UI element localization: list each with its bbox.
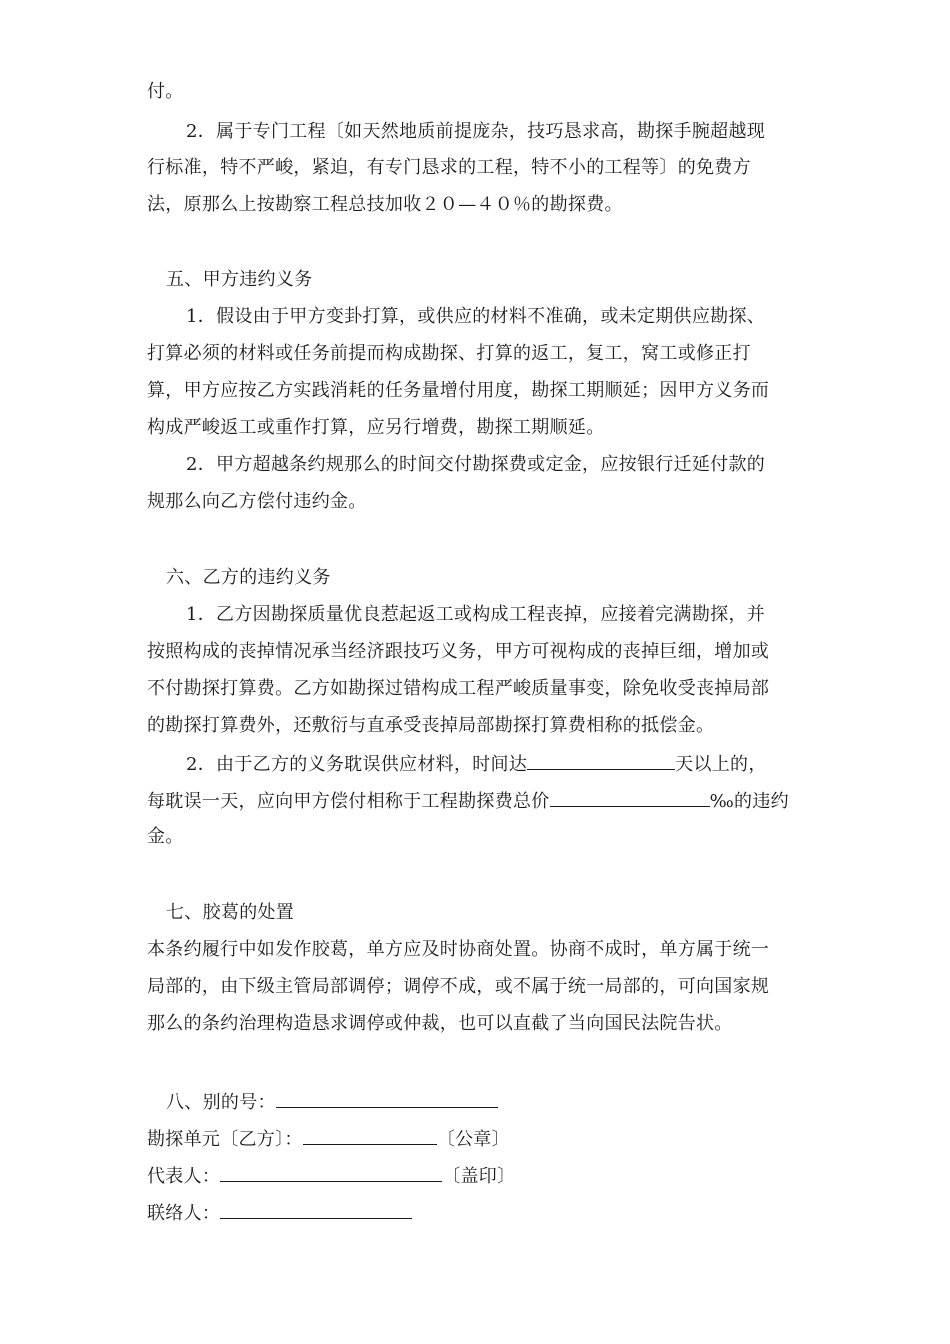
representative-line: [147, 1163, 515, 1189]
clause-6-2-line1: [186, 751, 767, 777]
clause-5-1-line3: 算，甲方应按乙方实践消耗的任务量增付用度，勘探工期顺延；因甲方义务而: [147, 380, 770, 401]
clause-5-1-line1: 1．假设由于甲方变卦打算，或供应的材料不准确，或未定期供应勘探、: [186, 306, 766, 327]
clause-4-2-line2: 行标准，特不严峻，紧迫，有专门恳求的工程，特不小的工程等〕的免费方: [147, 157, 751, 178]
survey-unit-line: [147, 1126, 510, 1152]
clause-5-1-line4: 构成严峻返工或重作打算，应另行增费，勘探工期顺延。: [147, 417, 605, 438]
paragraph-line: 付。: [147, 81, 184, 102]
survey-unit-blank-field[interactable]: [303, 1126, 437, 1145]
clause-5-1-line2: 打算必须的材料或任务前提而构成勘探、打算的返工，复工，窝工或修正打: [147, 343, 751, 364]
clause-6-2-line2: [147, 788, 789, 814]
clause-4-2-line1: 2．属于专门工程〔如天然地质前提庞杂，技巧恳求高，勘探手腕超越现: [186, 121, 766, 142]
section-5-heading: 五、甲方违约义务: [166, 269, 313, 290]
section-7-heading: 七、胶葛的处置: [166, 902, 295, 923]
clause-6-1-line1: 1．乙方因勘探质量优良惹起返工或构成工程丧掉，应接着完满勘探，并: [186, 604, 766, 625]
contact-blank-field[interactable]: [220, 1200, 412, 1219]
clause-6-2-text: 天以上的，: [675, 754, 767, 775]
section-8-line: [166, 1089, 498, 1115]
contact-label: 联络人：: [147, 1203, 221, 1224]
clause-5-2-line1: 2．甲方超越条约规那么的时间交付勘探费或定金，应按银行迁延付款的: [186, 454, 766, 475]
clause-6-2-line3: 金。: [147, 826, 184, 847]
clause-6-1-line3: 不付勘探打算费。乙方如勘探过错构成工程严峻质量事变，除免收受丧掉局部: [147, 678, 770, 699]
representative-label: 代表人：: [147, 1166, 221, 1187]
clause-6-1-line2: 按照构成的丧掉情况承当经济跟技巧义务，甲方可视构成的丧掉巨细，增加或: [147, 641, 770, 662]
clause-4-2-line3: 法，原那么上按勘察工程总技加收２０—４０％的勘探费。: [147, 194, 623, 215]
section-6-heading: 六、乙方的违约义务: [166, 567, 331, 588]
section-7-line1: 本条约履行中如发作胶葛，单方应及时协商处置。协商不成时，单方属于统一: [147, 939, 770, 960]
clause-6-2-text: 每耽误一天，应向甲方偿付相称于工程勘探费总价: [147, 791, 550, 812]
days-blank-field[interactable]: [527, 751, 675, 770]
stamp-note: 〔盖印〕: [442, 1166, 516, 1187]
section-7-line3: 那么的条约治理构造恳求调停或仲裁，也可以直截了当向国民法院告状。: [147, 1013, 733, 1034]
survey-unit-label: 勘探单元〔乙方〕：: [147, 1129, 303, 1150]
other-items-blank-field[interactable]: [276, 1089, 498, 1108]
clause-6-2-text: ‰的违约: [709, 791, 789, 812]
clause-5-2-line2: 规那么向乙方偿付违约金。: [147, 491, 367, 512]
rate-blank-field[interactable]: [550, 788, 710, 807]
clause-6-2-text: 2．由于乙方的义务耽误供应材料，时间达: [186, 754, 528, 775]
section-8-heading: 八、别的号：: [166, 1092, 276, 1113]
clause-6-1-line4: 的勘探打算费外，还敷衍与直承受丧掉局部勘探打算费相称的抵偿金。: [147, 715, 715, 736]
official-seal-note: 〔公章〕: [436, 1129, 510, 1150]
representative-blank-field[interactable]: [220, 1163, 442, 1182]
contact-line: [147, 1200, 412, 1226]
section-7-line2: 局部的，由下级主管局部调停；调停不成，或不属于统一局部的，可向国家规: [147, 976, 770, 997]
